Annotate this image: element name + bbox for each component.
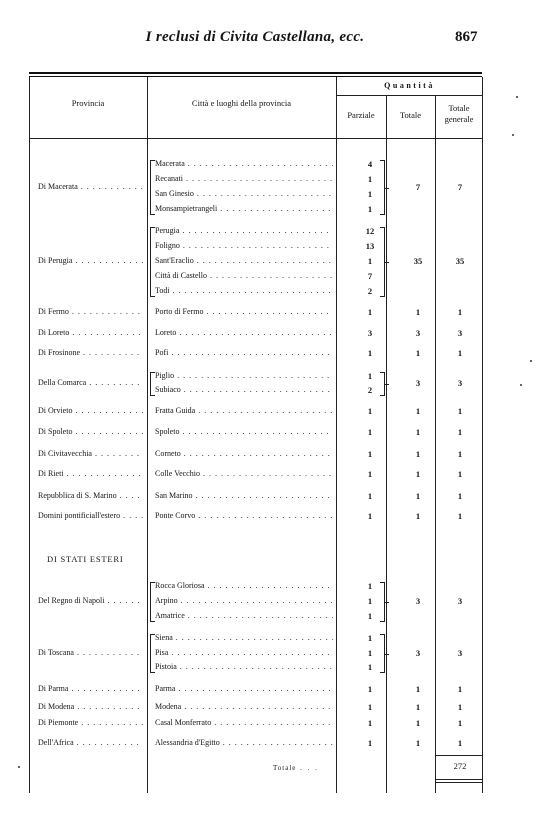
left-brace [150, 160, 155, 215]
place-name: Pistoia . . . [155, 661, 333, 673]
parziale-value: 2 [367, 286, 373, 296]
totale-generale-value: 3 [457, 596, 463, 606]
totale-generale-value: 1 [457, 427, 463, 437]
province-label: Di Rieti . . . [38, 468, 143, 480]
col-divider [482, 77, 483, 793]
col-parziale: Parziale [347, 110, 375, 120]
place-name: Pisa . . . [155, 647, 333, 659]
province-label: Di Perugia . . . [38, 255, 143, 267]
place-name: Rocca Gloriosa . . . [155, 580, 333, 592]
parziale-value: 1 [367, 633, 373, 643]
place-name: Piglio . . . [155, 370, 333, 382]
totale-value: 1 [415, 491, 421, 501]
place-name: Sant'Eraclio . . . [155, 255, 333, 267]
parziale-value: 1 [367, 491, 373, 501]
parziale-value: 1 [367, 596, 373, 606]
totale-value: 1 [415, 449, 421, 459]
totale-generale-value: 1 [457, 491, 463, 501]
grand-total-double-rule [436, 782, 482, 783]
totale-generale-value: 3 [457, 647, 463, 658]
col-totale-generale: Totale generale [444, 103, 474, 124]
parziale-value: 1 [367, 648, 373, 658]
place-name: Monsampietrangeli . . . [155, 203, 333, 215]
province-label: Dell'Africa . . . [38, 737, 143, 749]
parziale-value: 2 [367, 385, 373, 395]
right-brace [380, 160, 385, 215]
province-label: Di Toscana . . . [38, 647, 143, 659]
parziale-value: 1 [367, 204, 373, 214]
province-label: Della Comarca . . . [38, 377, 143, 389]
grand-total: 272 [453, 761, 467, 771]
right-brace [380, 227, 385, 297]
totale-generale-value: 1 [457, 469, 463, 479]
totale-generale-value: 7 [457, 181, 463, 192]
col-provincia: Provincia [71, 98, 105, 108]
totale-value: 1 [415, 684, 421, 694]
province-label: Di Loreto . . . [38, 327, 143, 339]
scan-speck [520, 384, 522, 386]
totale-value: 3 [415, 596, 421, 606]
totale-value: 3 [415, 378, 421, 388]
totale-value: 1 [415, 702, 421, 712]
parziale-value: 12 [365, 226, 375, 236]
parziale-value: 1 [367, 174, 373, 184]
parziale-value: 1 [367, 702, 373, 712]
totale-generale-value: 1 [457, 348, 463, 358]
province-label: Del Regno di Napoli . . . [38, 595, 143, 607]
parziale-value: 1 [367, 718, 373, 728]
totale-value: 7 [415, 181, 421, 192]
page-number: 867 [455, 29, 478, 45]
parziale-value: 7 [367, 271, 373, 281]
parziale-value: 1 [367, 307, 373, 317]
table-top-rule-thin [29, 76, 482, 77]
left-brace [150, 227, 155, 297]
right-brace [380, 634, 385, 673]
parziale-value: 1 [367, 662, 373, 672]
place-name: Città di Castello . . . [155, 270, 333, 282]
province-label: Di Frosinone . . . [38, 347, 143, 359]
totale-value: 1 [415, 469, 421, 479]
province-label: Domini pontificiall'estero . . . [38, 510, 143, 522]
parziale-value: 4 [367, 159, 373, 169]
province-label: Di Modena . . . [38, 701, 143, 713]
totale-value: 1 [415, 406, 421, 416]
section-heading-foreign: DI STATI ESTERI [47, 554, 124, 564]
totale-value: 1 [415, 427, 421, 437]
totale-generale-value: 1 [457, 406, 463, 416]
place-name: Arpino . . . [155, 595, 333, 607]
place-name: Parma . . . [155, 683, 333, 695]
grand-total-rule [436, 755, 482, 756]
left-brace [150, 634, 155, 673]
place-name: Colle Vecchio . . . [155, 468, 333, 480]
place-name: Pofi . . . [155, 347, 333, 359]
place-name: Loreto . . . [155, 327, 333, 339]
place-name: San Ginesio . . . [155, 188, 333, 200]
place-name: Macerata . . . [155, 158, 333, 170]
place-name: Ponte Corvo . . . [155, 510, 333, 522]
place-name: Amatrice . . . [155, 610, 333, 622]
totale-generale-value: 35 [455, 256, 465, 266]
place-name: Recanati . . . [155, 173, 333, 185]
parziale-value: 1 [367, 348, 373, 358]
place-name: Siena . . . [155, 632, 333, 644]
totale-generale-value: 3 [457, 328, 463, 338]
col-citta: Città e luoghi della provincia [191, 98, 292, 108]
parziale-value: 1 [367, 427, 373, 437]
totale-generale-value: 1 [457, 449, 463, 459]
parziale-value: 1 [367, 511, 373, 521]
place-name: Fratta Guida . . . [155, 405, 333, 417]
totale-generale-value: 1 [457, 718, 463, 728]
totale-value: 1 [415, 718, 421, 728]
totale-generale-value: 1 [457, 684, 463, 694]
totale-generale-value: 1 [457, 307, 463, 317]
parziale-value: 1 [367, 738, 373, 748]
place-name: San Marino . . . [155, 490, 333, 502]
col-divider [29, 77, 30, 793]
totale-value: 3 [415, 328, 421, 338]
place-name: Porto di Fermo . . . [155, 306, 333, 318]
parziale-value: 1 [367, 371, 373, 381]
scan-speck [516, 96, 518, 98]
totale-value: 3 [415, 647, 421, 658]
scan-speck [18, 766, 20, 768]
right-brace [380, 582, 385, 622]
totale-value: 1 [415, 307, 421, 317]
parziale-value: 3 [367, 328, 373, 338]
left-brace [150, 582, 155, 622]
parziale-value: 1 [367, 581, 373, 591]
parziale-value: 1 [367, 189, 373, 199]
col-quantita: Quantità [384, 81, 435, 90]
place-name: Modena . . . [155, 701, 333, 713]
scan-speck [530, 360, 532, 362]
right-brace [380, 372, 385, 396]
totale-generale-value: 1 [457, 738, 463, 748]
header-bottom-rule [29, 138, 482, 139]
totale-generale-value: 3 [457, 378, 463, 388]
place-name: Todi . . . [155, 285, 333, 297]
province-label: Di Orvieto . . . [38, 405, 143, 417]
province-label: Di Civitavecchia . . . [38, 448, 143, 460]
col-divider [147, 77, 148, 793]
col-divider [336, 77, 337, 793]
totale-value: 1 [415, 511, 421, 521]
province-label: Di Fermo . . . [38, 306, 143, 318]
place-name: Perugia . . . [155, 225, 333, 237]
total-label: Totale . . . [273, 764, 319, 772]
place-name: Foligno . . . [155, 240, 333, 252]
parziale-value: 1 [367, 406, 373, 416]
scan-speck [512, 134, 514, 136]
parziale-value: 1 [367, 449, 373, 459]
header-rule [336, 95, 482, 96]
totale-generale-value: 1 [457, 511, 463, 521]
left-brace [150, 372, 155, 396]
province-label: Repubblica di S. Marino . . . [38, 490, 143, 502]
totale-value: 1 [415, 738, 421, 748]
parziale-value: 1 [367, 611, 373, 621]
province-label: Di Parma . . . [38, 683, 143, 695]
place-name: Spoleto . . . [155, 426, 333, 438]
place-name: Casal Monferrato . . . [155, 717, 333, 729]
province-label: Di Macerata . . . [38, 181, 143, 193]
parziale-value: 1 [367, 684, 373, 694]
province-label: Di Spoleto . . . [38, 426, 143, 438]
place-name: Subiaco . . . [155, 384, 333, 396]
totale-value: 35 [413, 256, 423, 266]
parziale-value: 1 [367, 256, 373, 266]
totale-value: 1 [415, 348, 421, 358]
table-top-rule [29, 72, 482, 74]
parziale-value: 1 [367, 469, 373, 479]
province-label: Di Piemonte . . . [38, 717, 143, 729]
running-title: I reclusi di Civita Castellana, ecc. [145, 29, 365, 45]
grand-total-double-rule [436, 779, 482, 780]
place-name: Alessandria d'Egitto . . . [155, 737, 333, 749]
col-totale: Totale [399, 110, 422, 120]
parziale-value: 13 [365, 241, 375, 251]
totale-generale-value: 1 [457, 702, 463, 712]
place-name: Corneto . . . [155, 448, 333, 460]
